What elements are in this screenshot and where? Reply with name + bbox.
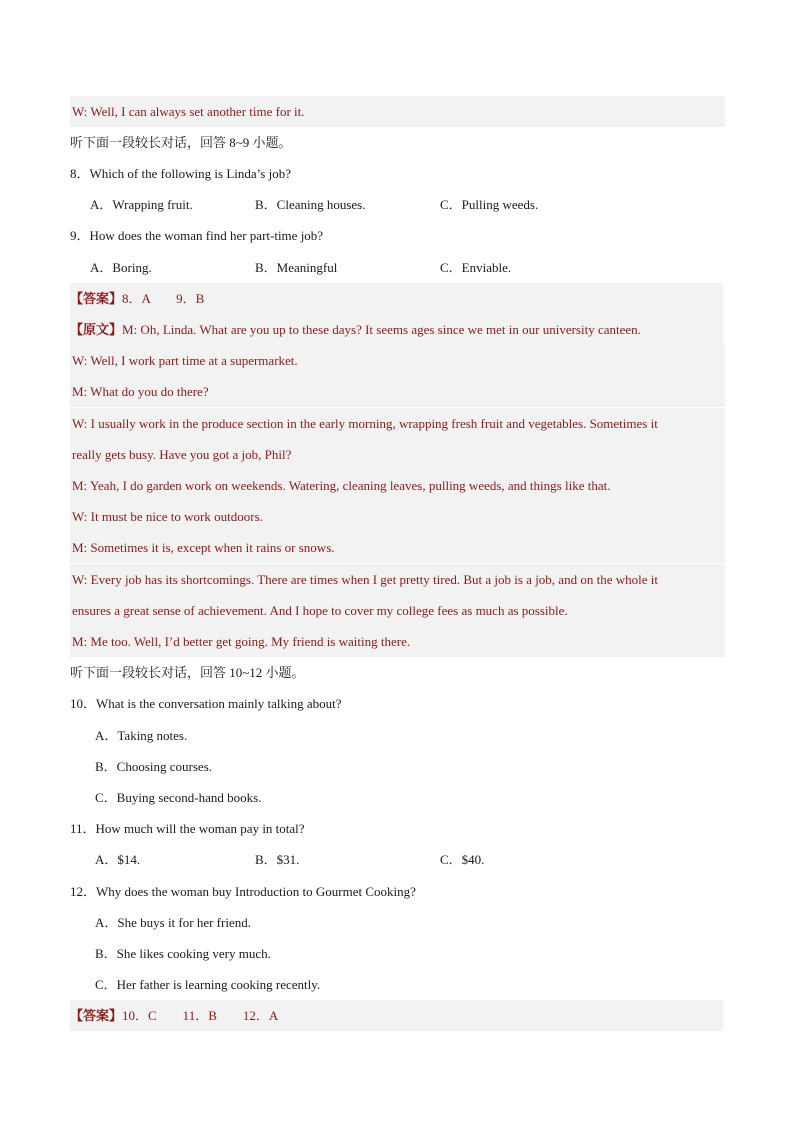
option-a: A．Boring.: [90, 260, 152, 275]
question-11-options: [70, 844, 723, 875]
question-12-option-c: C．Her father is learning cooking recently.: [95, 977, 321, 992]
question-8-options: [70, 189, 723, 220]
transcript-line: 【原文】M: Oh, Linda. What are you up to these days? It seems ages since we met in our university canteen.: [70, 314, 723, 345]
original-tag: 【原文】: [70, 322, 123, 337]
transcript-line: M: What do you do there?: [70, 376, 725, 407]
answer-values: 10．C 11．B 12．A: [122, 1008, 279, 1023]
option-b: B．$31.: [255, 852, 300, 867]
transcript-line: M: Me too. Well, I’d better get going. My friend is waiting there.: [70, 626, 725, 657]
option-c: C．Pulling weeds.: [440, 197, 539, 212]
question-10-option-a: A．Taking notes.: [95, 728, 188, 743]
question-10: 10．What is the conversation mainly talking about?: [70, 696, 342, 711]
section-instruction: 听下面一段较长对话，回答 10~12 小题。: [70, 665, 305, 680]
question-12-option-b: B．She likes cooking very much.: [95, 946, 271, 961]
option-c: C．$40.: [440, 852, 485, 867]
question-8: 8．Which of the following is Linda’s job?: [70, 166, 291, 181]
answer-8-9: [70, 283, 723, 314]
transcript-line: W: It must be nice to work outdoors.: [70, 501, 725, 532]
question-9: 9．How does the woman find her part-time job?: [70, 228, 324, 243]
answer-tag: 【答案】: [70, 1008, 123, 1023]
answer-tag: 【答案】: [70, 291, 123, 306]
option-b: B．Meaningful: [255, 260, 338, 275]
transcript-line: M: Sometimes it is, except when it rains or snows.: [70, 532, 725, 563]
question-12-option-a: A．She buys it for her friend.: [95, 915, 251, 930]
section-instruction: 听下面一段较长对话，回答 8~9 小题。: [70, 135, 292, 150]
answer-values: 8．A 9．B: [122, 291, 205, 306]
transcript-line: ensures a great sense of achievement. And I hope to cover my college fees as much as possible.: [70, 595, 725, 626]
question-12: 12．Why does the woman buy Introduction to Gourmet Cooking?: [70, 884, 416, 899]
option-b: B．Cleaning houses.: [255, 197, 366, 212]
question-11: 11．How much will the woman pay in total?: [70, 821, 305, 836]
transcript-line: W: I usually work in the produce section in the early morning, wrapping fresh fruit and vegetables. Sometimes it: [70, 408, 725, 439]
answer-10-12: [70, 1000, 723, 1031]
option-c: C．Enviable.: [440, 260, 512, 275]
transcript-line: M: Yeah, I do garden work on weekends. Watering, cleaning leaves, pulling weeds, and things like that.: [70, 470, 725, 501]
transcript-line: W: Every job has its shortcomings. There are times when I get pretty tired. But a job is a job, and on the whole it: [70, 564, 725, 595]
option-a: A．$14.: [95, 852, 141, 867]
transcript-line: really gets busy. Have you got a job, Phil?: [70, 439, 725, 470]
question-10-option-c: C．Buying second-hand books.: [95, 790, 262, 805]
transcript-line: W: Well, I work part time at a supermarket.: [70, 345, 725, 376]
option-a: A．Wrapping fruit.: [90, 197, 193, 212]
question-9-options: [70, 252, 723, 283]
transcript-line: W: Well, I can always set another time for it.: [70, 96, 725, 127]
question-10-option-b: B．Choosing courses.: [95, 759, 213, 774]
